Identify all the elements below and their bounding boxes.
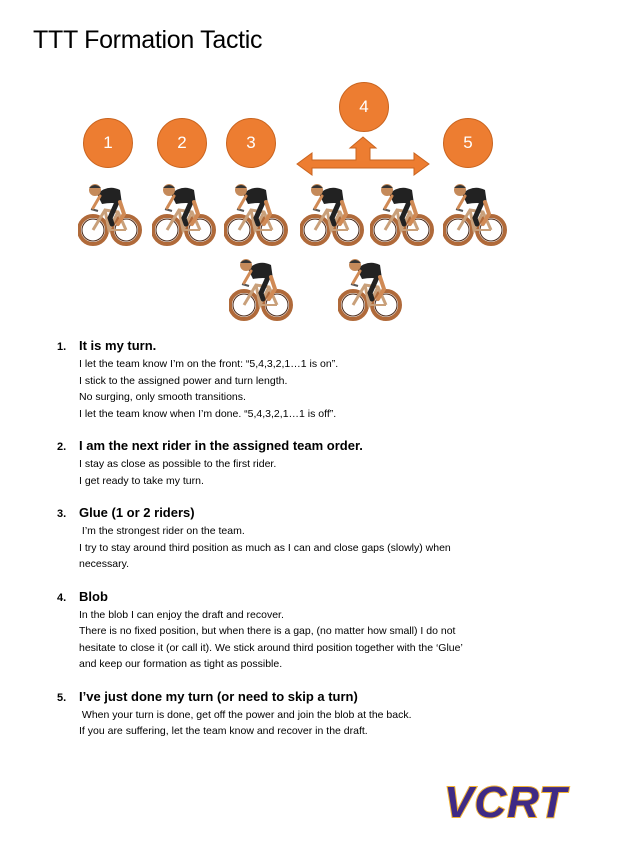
badge-2-label: 2 (177, 133, 187, 152)
badge-4 (339, 82, 389, 132)
item-line: In the blob I can enjoy the draft and recover. (79, 608, 284, 621)
cyclist-icon (300, 180, 364, 246)
item-line: I’m the strongest rider on the team. (79, 525, 245, 537)
item-line: I get ready to take my turn. (79, 474, 204, 487)
badge-2 (157, 118, 207, 168)
item-heading: I’ve just done my turn (or need to skip a turn) (79, 688, 358, 704)
item-line: I stay as close as possible to the first rider. (79, 458, 277, 470)
item-line: necessary. (79, 558, 129, 570)
item-line: I let the team know when I’m done. “5,4,3,2,1…1 is off”. (79, 407, 337, 420)
list-item (57, 438, 527, 489)
item-heading: Blob (79, 588, 108, 604)
item-heading: It is my turn. (79, 338, 157, 353)
item-line: hesitate to close it (or call it). We stick around third position together with the ‘Glue’ (79, 641, 463, 654)
list-item (57, 689, 527, 740)
item-line: When your turn is done, get off the power and join the blob at the back. (79, 708, 412, 721)
item-number: 1. (57, 341, 67, 353)
item-line: and keep our formation as tight as possible. (79, 658, 283, 670)
cyclist-icon (338, 255, 402, 321)
list-item (57, 589, 527, 673)
page-title: TTT Formation Tactic (33, 26, 263, 54)
badge-1 (83, 118, 133, 168)
item-number: 3. (57, 508, 67, 520)
badge-3 (226, 118, 276, 168)
item-line: I stick to the assigned power and turn length. (79, 374, 288, 387)
item-line: There is no fixed position, but when there is a gap, (no matter how small) I do not (79, 625, 456, 637)
cyclist-icon (224, 180, 288, 246)
item-heading: Glue (1 or 2 riders) (79, 505, 195, 520)
logo-text: VCRT (444, 778, 567, 825)
list-item (57, 338, 527, 422)
list-item (57, 505, 527, 573)
item-line: I let the team know I’m on the front: “5,4,3,2,1…1 is on”. (79, 358, 339, 370)
cyclist-icon (443, 180, 507, 246)
badge-4-label: 4 (359, 97, 369, 116)
item-number: 5. (57, 691, 67, 704)
cyclist-icon (78, 180, 142, 246)
item-number: 2. (57, 441, 67, 453)
item-line: If you are suffering, let the team know and recover in the draft. (79, 725, 368, 737)
item-number: 4. (57, 591, 67, 604)
badge-3-label: 3 (246, 133, 256, 152)
vcrt-logo (440, 775, 600, 825)
item-line: I try to stay around third position as much as I can and close gaps (slowly) when (79, 541, 451, 554)
item-heading: I am the next rider in the assigned team order. (79, 438, 363, 453)
badge-5 (443, 118, 493, 168)
item-line: No surging, only smooth transitions. (79, 391, 246, 403)
tactic-list (57, 338, 527, 740)
cyclist-icon (152, 180, 216, 246)
split-arrow-icon (296, 136, 430, 180)
badge-5-label: 5 (463, 133, 473, 152)
cyclist-icon (229, 255, 293, 321)
badge-1-label: 1 (103, 133, 113, 152)
cyclist-icon (370, 180, 434, 246)
